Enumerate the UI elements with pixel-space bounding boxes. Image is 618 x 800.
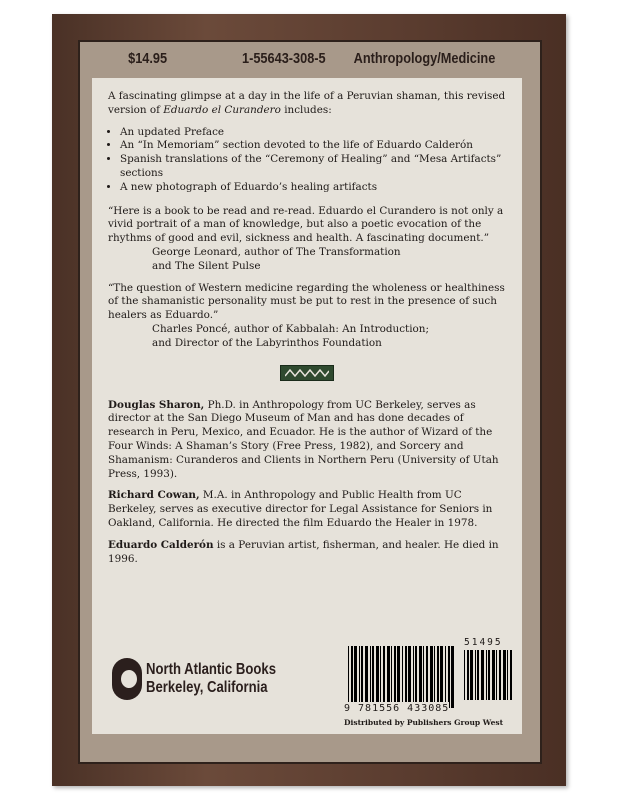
- category: Anthropology/Medicine: [353, 50, 496, 67]
- quote-attribution: Charles Poncé, author of Kabbalah: An Introduction; and Director of the Labyrinthos Foundation: [152, 322, 429, 349]
- cover-header: [115, 50, 506, 74]
- bio: Eduardo Calderón is a Peruvian artist, fisherman, and healer. He died in 1996.: [108, 538, 499, 565]
- cover-footer: [108, 637, 506, 727]
- list-item: • A new photograph of Eduardo’s healing artifacts: [120, 181, 506, 195]
- isbn: 1-55643-308-5: [242, 50, 326, 67]
- list-item: • An updated Preface: [120, 126, 506, 140]
- quote: “The question of Western medicine regarding the wholeness or healthiness of the shamanistic personality must be put to rest in the presence of such healers as Eduardo.”: [108, 281, 505, 322]
- distributor: Distributed by Publishers Group West: [344, 718, 504, 727]
- list-item: • Spanish translations of the “Ceremony of Healing” and “Mesa Artifacts” sections: [120, 153, 506, 181]
- ornament-icon: [280, 365, 334, 381]
- publisher-location: Berkeley, California: [146, 679, 268, 696]
- quote: “Here is a book to be read and re-read. Eduardo el Curandero is not only a vivid portrait of a man of knowledge, but also a poetic evocation of the rhythms of good and evil, sickness and health. A fascinating document.”: [108, 204, 504, 245]
- barcode: [344, 637, 516, 727]
- bio: Douglas Sharon, Ph.D. in Anthropology from UC Berkeley, serves as director at the San Diego Museum of Man and has done decades of research in Peru, Mexico, and Ecuador. He is the author of Wizard of the Four Winds: A Shaman’s Story (Free Press, 1982), and Sorcery and Shamanism: Curanderos and Clients in Northern Peru (University of Utah Press, 1993).: [108, 398, 499, 480]
- list-item: • An “In Memoriam” section devoted to the life of Eduardo Calderón: [120, 139, 506, 153]
- intro: A fascinating glimpse at a day in the life of a Peruvian shaman, this revised version of Eduardo el Curandero includes:: [108, 90, 506, 116]
- quote-attribution: George Leonard, author of The Transformation and The Silent Pulse: [152, 245, 401, 272]
- book-back-cover: [52, 14, 566, 786]
- barcode-bars-icon: [348, 646, 456, 708]
- barcode-addon: 51495: [464, 637, 503, 648]
- publisher-logo: [112, 658, 305, 700]
- bio: Richard Cowan, M.A. in Anthropology and Public Health from UC Berkeley, serves as executive director for Legal Assistance for Seniors in Oakland, California. He directed the film Eduardo the Healer in 1978.: [108, 489, 493, 529]
- text-box: [92, 78, 522, 734]
- wave-logo-icon: [112, 658, 142, 700]
- publisher-name: North Atlantic Books: [146, 661, 276, 678]
- cover-panel: [78, 40, 542, 764]
- price: $14.95: [128, 50, 168, 67]
- isbn13: 9 781556 433085: [344, 703, 450, 714]
- addon-bars-icon: [464, 650, 513, 700]
- feature-list: [108, 126, 506, 195]
